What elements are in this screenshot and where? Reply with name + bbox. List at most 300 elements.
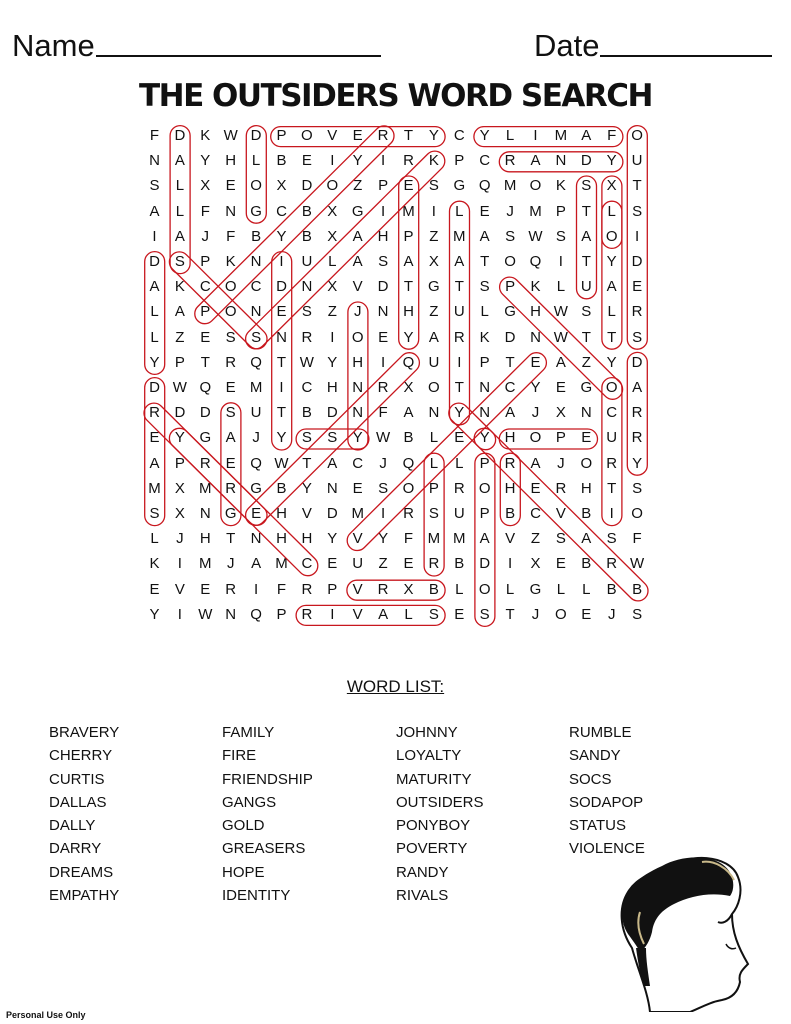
grid-cell[interactable]: L <box>505 580 515 598</box>
grid-cell[interactable]: R <box>301 328 313 346</box>
grid-cell[interactable]: S <box>428 505 439 522</box>
grid-cell[interactable]: Y <box>200 152 211 170</box>
grid-cell[interactable]: B <box>301 227 312 245</box>
grid-cell[interactable]: B <box>581 505 592 522</box>
grid-cell[interactable]: E <box>530 479 541 497</box>
grid-cell[interactable]: S <box>174 253 185 270</box>
grid-cell[interactable]: B <box>301 404 312 422</box>
grid-cell[interactable]: I <box>508 555 513 573</box>
grid-cell[interactable]: H <box>276 505 287 522</box>
grid-cell[interactable]: C <box>199 278 211 296</box>
grid-cell[interactable]: S <box>632 328 643 346</box>
grid-cell[interactable]: Y <box>606 152 617 170</box>
grid-cell[interactable]: H <box>530 303 541 321</box>
grid-cell[interactable]: H <box>352 353 364 371</box>
grid-cell[interactable]: C <box>276 202 287 220</box>
grid-cell[interactable]: Z <box>530 530 541 548</box>
grid-cell[interactable]: N <box>352 404 364 422</box>
grid-cell[interactable]: Y <box>632 454 643 472</box>
grid-cell[interactable]: G <box>351 202 364 220</box>
grid-cell[interactable]: P <box>378 177 389 195</box>
grid-cell[interactable]: R <box>301 580 313 598</box>
grid-cell[interactable]: O <box>555 605 567 623</box>
grid-cell[interactable]: T <box>454 379 464 396</box>
grid-cell[interactable]: A <box>352 227 363 245</box>
grid-cell[interactable]: W <box>630 555 645 573</box>
grid-cell[interactable]: Y <box>352 429 363 447</box>
grid-cell[interactable]: I <box>254 580 259 598</box>
grid-cell[interactable]: A <box>149 278 160 296</box>
grid-cell[interactable]: B <box>251 227 262 245</box>
grid-cell[interactable]: F <box>632 530 642 548</box>
grid-cell[interactable]: W <box>223 127 238 144</box>
grid-cell[interactable]: E <box>530 353 541 371</box>
grid-cell[interactable]: B <box>581 555 592 573</box>
grid-cell[interactable]: O <box>428 379 440 396</box>
grid-cell[interactable]: L <box>455 202 464 220</box>
grid-cell[interactable]: I <box>279 379 284 396</box>
grid-cell[interactable]: V <box>301 505 312 522</box>
grid-cell[interactable]: U <box>453 303 465 321</box>
grid-cell[interactable]: Z <box>353 177 363 195</box>
grid-cell[interactable]: A <box>403 404 414 422</box>
grid-cell[interactable]: G <box>199 429 212 447</box>
grid-cell[interactable]: J <box>531 404 540 422</box>
grid-cell[interactable]: E <box>352 127 363 144</box>
grid-cell[interactable]: S <box>301 303 312 321</box>
grid-cell[interactable]: X <box>530 555 541 573</box>
grid-cell[interactable]: R <box>377 580 389 598</box>
grid-cell[interactable]: M <box>199 555 212 573</box>
grid-cell[interactable]: Z <box>175 328 185 346</box>
grid-cell[interactable]: R <box>606 454 618 472</box>
grid-cell[interactable]: E <box>454 429 465 447</box>
grid-cell[interactable]: P <box>505 278 516 296</box>
grid-cell[interactable]: T <box>403 278 414 296</box>
grid-cell[interactable]: A <box>174 152 185 170</box>
grid-cell[interactable]: G <box>428 278 440 296</box>
grid-cell[interactable]: S <box>632 202 643 220</box>
grid-cell[interactable]: R <box>225 353 237 371</box>
grid-cell[interactable]: N <box>580 404 592 422</box>
grid-cell[interactable]: L <box>150 530 159 548</box>
grid-cell[interactable]: L <box>328 253 337 270</box>
grid-cell[interactable]: M <box>554 127 568 144</box>
grid-cell[interactable]: H <box>199 530 211 548</box>
grid-cell[interactable]: S <box>581 303 592 321</box>
grid-cell[interactable]: V <box>555 505 566 522</box>
grid-cell[interactable]: O <box>250 177 262 195</box>
grid-cell[interactable]: A <box>251 555 262 573</box>
grid-cell[interactable]: Y <box>276 429 287 447</box>
grid-cell[interactable]: F <box>200 202 210 220</box>
grid-cell[interactable]: B <box>301 202 312 220</box>
grid-cell[interactable]: H <box>580 479 592 497</box>
grid-cell[interactable]: T <box>607 479 617 497</box>
grid-cell[interactable]: E <box>149 580 160 598</box>
grid-cell[interactable]: O <box>605 227 618 245</box>
grid-cell[interactable]: X <box>174 479 185 497</box>
grid-cell[interactable]: J <box>379 454 387 472</box>
grid-cell[interactable]: D <box>199 404 211 422</box>
grid-cell[interactable]: Q <box>250 454 262 472</box>
grid-cell[interactable]: E <box>454 605 465 623</box>
grid-cell[interactable]: Y <box>174 429 185 447</box>
grid-cell[interactable]: V <box>352 580 363 598</box>
grid-cell[interactable]: B <box>276 152 287 170</box>
grid-cell[interactable]: P <box>200 253 211 270</box>
grid-cell[interactable]: Y <box>352 152 363 170</box>
grid-cell[interactable]: L <box>607 303 616 321</box>
grid-cell[interactable]: X <box>276 177 287 195</box>
grid-cell[interactable]: T <box>632 177 642 195</box>
grid-cell[interactable]: G <box>224 505 237 522</box>
grid-cell[interactable]: R <box>377 127 389 144</box>
grid-cell[interactable]: A <box>149 454 160 472</box>
grid-cell[interactable]: G <box>529 580 542 598</box>
grid-cell[interactable]: K <box>555 177 566 195</box>
grid-cell[interactable]: Y <box>327 530 338 548</box>
grid-cell[interactable]: M <box>427 530 441 548</box>
grid-cell[interactable]: Y <box>327 353 338 371</box>
grid-cell[interactable]: C <box>606 404 618 422</box>
grid-cell[interactable]: K <box>530 278 541 296</box>
grid-cell[interactable]: A <box>479 530 490 548</box>
grid-cell[interactable]: N <box>555 152 567 170</box>
grid-cell[interactable]: X <box>327 202 338 220</box>
grid-cell[interactable]: M <box>249 379 263 396</box>
grid-cell[interactable]: J <box>176 530 184 548</box>
grid-cell[interactable]: S <box>225 404 236 422</box>
grid-cell[interactable]: X <box>606 177 617 195</box>
grid-cell[interactable]: J <box>607 605 616 623</box>
grid-cell[interactable]: X <box>174 505 185 522</box>
grid-cell[interactable]: U <box>453 505 465 522</box>
grid-cell[interactable]: N <box>479 379 491 396</box>
grid-cell[interactable]: I <box>381 353 386 371</box>
grid-cell[interactable]: T <box>454 278 464 296</box>
grid-cell[interactable]: H <box>403 303 414 321</box>
grid-cell[interactable]: W <box>198 605 213 623</box>
grid-cell[interactable]: Z <box>378 555 388 573</box>
grid-cell[interactable]: S <box>225 328 236 346</box>
grid-cell[interactable]: Q <box>199 379 212 396</box>
grid-cell[interactable]: K <box>479 328 490 346</box>
grid-cell[interactable]: Y <box>301 479 312 497</box>
grid-cell[interactable]: D <box>301 177 313 195</box>
grid-cell[interactable]: E <box>225 454 236 472</box>
grid-cell[interactable]: W <box>553 303 568 321</box>
grid-cell[interactable]: O <box>326 177 339 195</box>
grid-cell[interactable]: E <box>225 379 236 396</box>
grid-cell[interactable]: M <box>503 177 517 195</box>
grid-cell[interactable]: X <box>327 227 338 245</box>
grid-cell[interactable]: J <box>353 303 362 321</box>
grid-cell[interactable]: P <box>555 429 566 447</box>
grid-cell[interactable]: R <box>225 580 237 598</box>
grid-cell[interactable]: N <box>250 253 262 270</box>
grid-cell[interactable]: E <box>378 328 389 346</box>
grid-cell[interactable]: E <box>276 303 287 321</box>
grid-cell[interactable]: X <box>200 177 211 195</box>
grid-cell[interactable]: O <box>631 127 643 144</box>
grid-cell[interactable]: A <box>505 404 516 422</box>
grid-cell[interactable]: O <box>504 253 516 270</box>
grid-cell[interactable]: O <box>631 505 643 522</box>
grid-cell[interactable]: E <box>251 505 262 522</box>
grid-cell[interactable]: N <box>428 404 440 422</box>
grid-cell[interactable]: E <box>149 429 160 447</box>
grid-cell[interactable]: J <box>226 555 235 573</box>
grid-cell[interactable]: I <box>177 605 182 623</box>
grid-cell[interactable]: I <box>533 127 538 144</box>
grid-cell[interactable]: S <box>581 177 592 195</box>
grid-cell[interactable]: R <box>631 429 643 447</box>
grid-cell[interactable]: S <box>149 177 160 195</box>
grid-cell[interactable]: G <box>250 479 262 497</box>
grid-cell[interactable]: I <box>609 505 614 522</box>
grid-cell[interactable]: R <box>631 404 643 422</box>
grid-cell[interactable]: J <box>506 202 514 220</box>
grid-cell[interactable]: T <box>200 353 210 371</box>
grid-cell[interactable]: Q <box>250 353 262 371</box>
grid-cell[interactable]: R <box>403 505 414 522</box>
grid-cell[interactable]: S <box>632 479 643 497</box>
grid-cell[interactable]: T <box>226 530 236 548</box>
grid-cell[interactable]: N <box>225 202 237 220</box>
grid-cell[interactable]: S <box>555 530 566 548</box>
grid-cell[interactable]: A <box>606 278 617 296</box>
grid-cell[interactable]: Y <box>403 328 414 346</box>
grid-cell[interactable]: N <box>199 505 211 522</box>
grid-cell[interactable]: A <box>403 253 414 270</box>
grid-cell[interactable]: E <box>555 379 566 396</box>
grid-cell[interactable]: Z <box>581 353 591 371</box>
grid-cell[interactable]: F <box>607 127 617 144</box>
grid-cell[interactable]: H <box>504 479 516 497</box>
grid-cell[interactable]: E <box>581 429 592 447</box>
grid-cell[interactable]: H <box>504 429 516 447</box>
grid-cell[interactable]: Y <box>149 605 160 623</box>
grid-cell[interactable]: A <box>581 530 592 548</box>
grid-cell[interactable]: Y <box>428 127 439 144</box>
grid-cell[interactable]: S <box>149 505 160 522</box>
grid-cell[interactable]: E <box>555 555 566 573</box>
grid-cell[interactable]: C <box>301 379 313 396</box>
grid-cell[interactable]: I <box>152 227 157 245</box>
grid-cell[interactable]: Y <box>606 353 617 371</box>
grid-cell[interactable]: X <box>555 404 566 422</box>
grid-cell[interactable]: C <box>250 278 262 296</box>
grid-cell[interactable]: K <box>225 253 236 270</box>
grid-cell[interactable]: T <box>581 253 591 270</box>
grid-cell[interactable]: Y <box>149 353 160 371</box>
grid-cell[interactable]: R <box>555 479 567 497</box>
grid-cell[interactable]: F <box>149 127 160 144</box>
grid-cell[interactable]: T <box>505 353 515 371</box>
grid-cell[interactable]: D <box>326 505 338 522</box>
grid-cell[interactable]: T <box>607 328 617 346</box>
grid-cell[interactable]: P <box>403 227 414 245</box>
grid-cell[interactable]: B <box>428 580 439 598</box>
grid-cell[interactable]: Q <box>402 454 415 472</box>
grid-cell[interactable]: V <box>352 605 363 623</box>
grid-cell[interactable]: S <box>555 227 566 245</box>
grid-cell[interactable]: T <box>480 253 490 270</box>
grid-cell[interactable]: O <box>580 454 593 472</box>
grid-cell[interactable]: P <box>479 454 490 472</box>
grid-cell[interactable]: K <box>200 127 211 144</box>
grid-cell[interactable]: M <box>453 227 466 245</box>
grid-cell[interactable]: R <box>199 454 211 472</box>
grid-cell[interactable]: M <box>453 530 466 548</box>
grid-cell[interactable]: I <box>558 253 563 270</box>
grid-cell[interactable]: L <box>505 127 515 144</box>
grid-cell[interactable]: T <box>403 127 414 144</box>
grid-cell[interactable]: U <box>428 353 440 371</box>
grid-cell[interactable]: P <box>174 353 185 371</box>
grid-cell[interactable]: O <box>529 177 542 195</box>
grid-cell[interactable]: L <box>480 303 489 321</box>
grid-cell[interactable]: L <box>175 177 185 195</box>
grid-cell[interactable]: R <box>453 328 465 346</box>
grid-cell[interactable]: E <box>200 580 211 598</box>
grid-cell[interactable]: O <box>224 278 237 296</box>
grid-cell[interactable]: E <box>479 202 490 220</box>
grid-cell[interactable]: E <box>327 555 338 573</box>
grid-cell[interactable]: L <box>455 580 464 598</box>
grid-cell[interactable]: R <box>504 152 516 170</box>
grid-cell[interactable]: E <box>403 555 414 573</box>
grid-cell[interactable]: B <box>403 429 414 447</box>
grid-cell[interactable]: I <box>457 353 462 371</box>
grid-cell[interactable]: D <box>504 328 516 346</box>
grid-cell[interactable]: T <box>276 404 287 422</box>
grid-cell[interactable]: O <box>224 303 237 321</box>
grid-cell[interactable]: P <box>174 454 185 472</box>
grid-cell[interactable]: E <box>352 479 363 497</box>
grid-cell[interactable]: T <box>505 605 515 623</box>
grid-cell[interactable]: Z <box>429 227 439 245</box>
grid-cell[interactable]: P <box>276 127 287 144</box>
grid-cell[interactable]: P <box>200 303 211 321</box>
grid-cell[interactable]: L <box>429 429 439 447</box>
grid-cell[interactable]: O <box>529 429 542 447</box>
grid-cell[interactable]: D <box>631 253 643 270</box>
grid-cell[interactable]: I <box>330 152 335 170</box>
grid-cell[interactable]: D <box>580 152 592 170</box>
grid-cell[interactable]: L <box>175 202 185 220</box>
grid-cell[interactable]: V <box>505 530 516 548</box>
grid-cell[interactable]: L <box>429 454 439 472</box>
grid-cell[interactable]: X <box>428 253 439 270</box>
grid-cell[interactable]: T <box>581 202 591 220</box>
grid-cell[interactable]: S <box>428 605 439 623</box>
grid-cell[interactable]: I <box>330 328 335 346</box>
grid-cell[interactable]: R <box>428 555 440 573</box>
grid-cell[interactable]: Z <box>327 303 337 321</box>
grid-cell[interactable]: S <box>378 479 389 497</box>
grid-cell[interactable]: V <box>174 580 185 598</box>
grid-cell[interactable]: B <box>454 555 465 573</box>
grid-cell[interactable]: P <box>454 152 465 170</box>
grid-cell[interactable]: Q <box>529 253 542 270</box>
grid-cell[interactable]: L <box>582 580 591 598</box>
grid-cell[interactable]: B <box>505 505 516 522</box>
grid-cell[interactable]: R <box>403 152 414 170</box>
grid-cell[interactable]: A <box>581 127 592 144</box>
grid-cell[interactable]: H <box>377 227 389 245</box>
grid-cell[interactable]: G <box>504 303 516 321</box>
grid-cell[interactable]: C <box>530 505 541 522</box>
grid-cell[interactable]: I <box>381 202 386 220</box>
grid-cell[interactable]: L <box>607 202 616 220</box>
grid-cell[interactable]: A <box>174 227 185 245</box>
grid-cell[interactable]: L <box>150 303 159 321</box>
grid-cell[interactable]: M <box>529 202 542 220</box>
grid-cell[interactable]: R <box>301 605 313 623</box>
grid-cell[interactable]: H <box>276 530 287 548</box>
grid-cell[interactable]: A <box>581 227 592 245</box>
grid-cell[interactable]: R <box>377 379 389 396</box>
grid-cell[interactable]: V <box>352 278 363 296</box>
grid-cell[interactable]: G <box>250 202 262 220</box>
grid-cell[interactable]: A <box>378 605 389 623</box>
grid-cell[interactable]: I <box>279 253 284 270</box>
grid-cell[interactable]: F <box>276 580 287 598</box>
grid-cell[interactable]: J <box>201 227 210 245</box>
grid-cell[interactable]: R <box>225 479 237 497</box>
grid-cell[interactable]: H <box>326 379 338 396</box>
grid-cell[interactable]: D <box>149 379 160 396</box>
grid-cell[interactable]: Q <box>250 605 262 623</box>
grid-cell[interactable]: W <box>299 353 314 371</box>
grid-cell[interactable]: M <box>402 202 415 220</box>
grid-cell[interactable]: Q <box>478 177 491 195</box>
grid-cell[interactable]: R <box>606 555 618 573</box>
grid-cell[interactable]: K <box>428 152 439 170</box>
grid-cell[interactable]: M <box>148 479 161 497</box>
grid-cell[interactable]: G <box>580 379 593 396</box>
grid-cell[interactable]: C <box>301 555 313 573</box>
grid-cell[interactable]: A <box>555 353 566 371</box>
grid-cell[interactable]: R <box>453 479 465 497</box>
grid-cell[interactable]: S <box>479 278 490 296</box>
grid-cell[interactable]: S <box>301 429 312 447</box>
grid-cell[interactable]: C <box>504 379 516 396</box>
grid-cell[interactable]: S <box>479 605 490 623</box>
grid-cell[interactable]: W <box>553 328 568 346</box>
grid-cell[interactable]: O <box>301 127 313 144</box>
grid-cell[interactable]: W <box>172 379 187 396</box>
grid-cell[interactable]: T <box>581 328 591 346</box>
grid-cell[interactable]: O <box>351 328 364 346</box>
grid-cell[interactable]: N <box>530 328 541 346</box>
grid-cell[interactable]: Y <box>479 429 490 447</box>
grid-cell[interactable]: K <box>174 278 185 296</box>
grid-cell[interactable]: E <box>632 278 643 296</box>
grid-cell[interactable]: A <box>428 328 439 346</box>
grid-cell[interactable]: F <box>226 227 236 245</box>
grid-cell[interactable]: D <box>174 127 186 144</box>
grid-cell[interactable]: S <box>327 429 338 447</box>
grid-cell[interactable]: S <box>632 605 643 623</box>
grid-cell[interactable]: I <box>381 505 386 522</box>
grid-cell[interactable]: L <box>556 278 566 296</box>
grid-cell[interactable]: N <box>149 152 160 170</box>
grid-cell[interactable]: A <box>530 454 541 472</box>
grid-cell[interactable]: J <box>531 605 540 623</box>
